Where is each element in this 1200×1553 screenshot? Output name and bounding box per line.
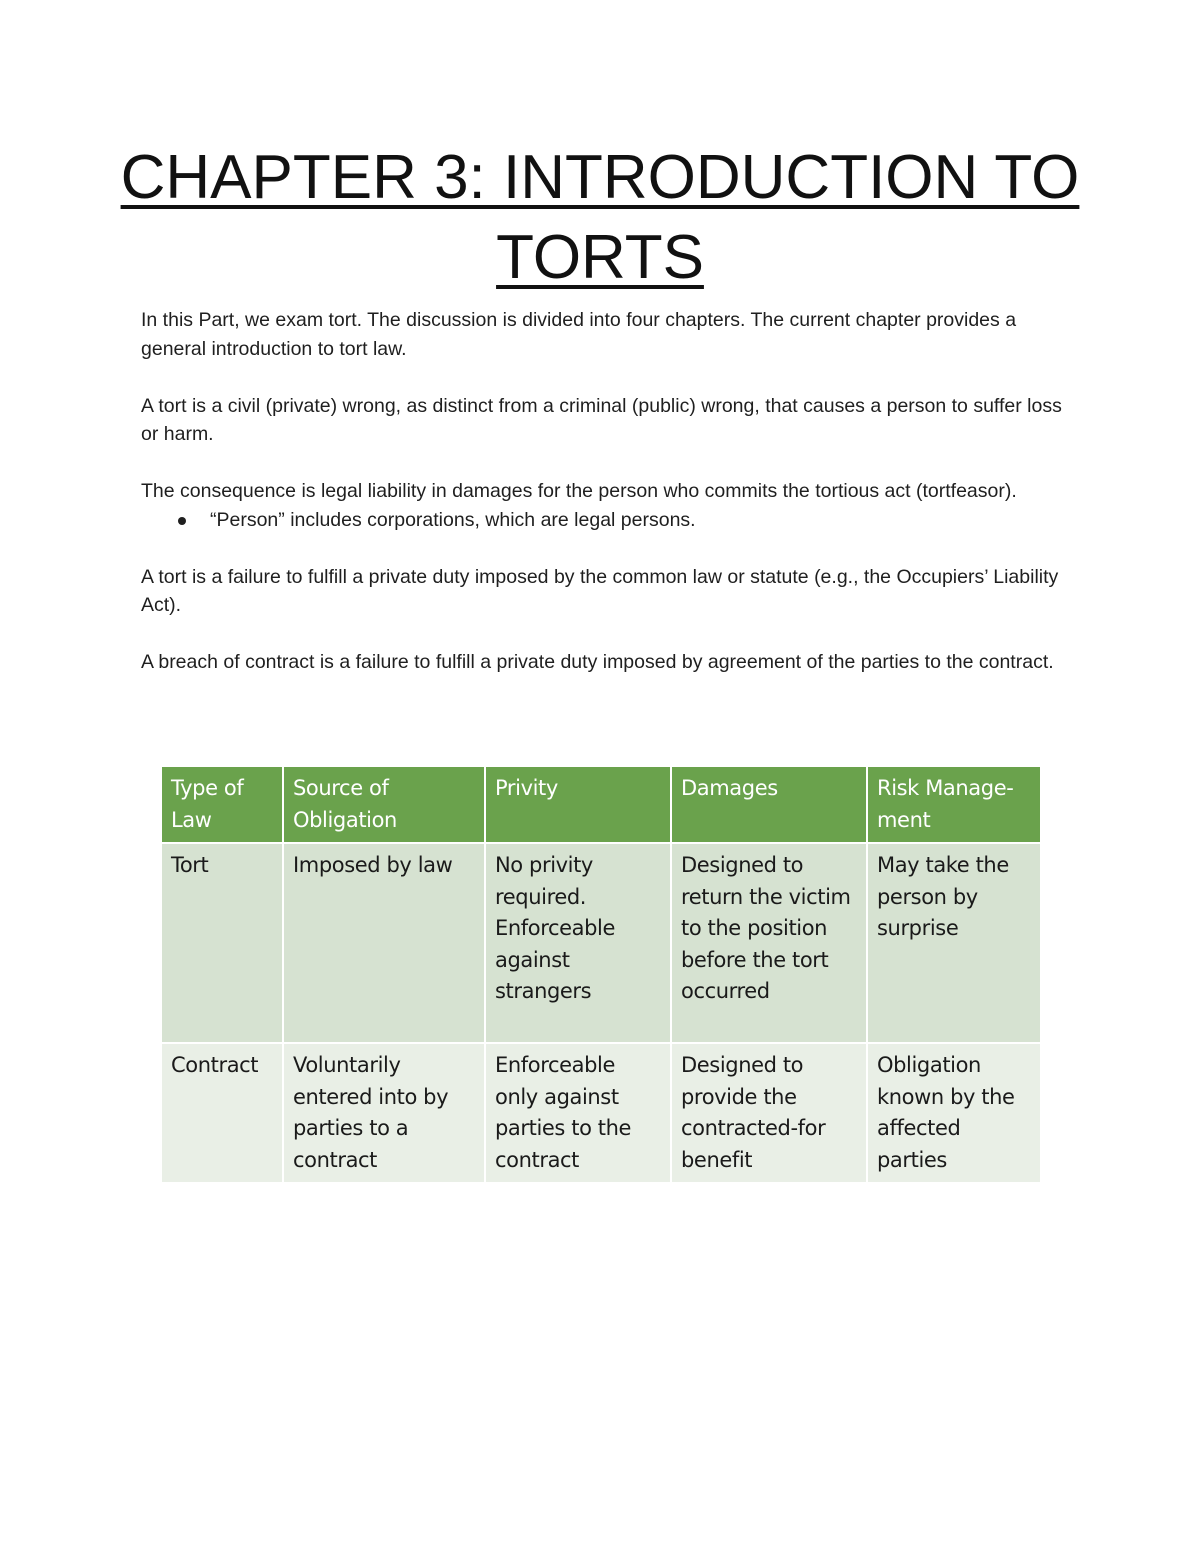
table-header-row: [161, 766, 1041, 843]
table-cell: Designed to provide the contracted-for benefit: [671, 1043, 867, 1183]
paragraph-private-duty: A tort is a failure to fulfill a private duty imposed by the common law or statute (e.g., the Occupiers’ Liability Act).: [141, 565, 1059, 616]
table-cell: Tort: [161, 843, 283, 1043]
paragraph-consequence: The consequence is legal liability in damages for the person who commits the tortious act (tortfeasor).: [141, 480, 1017, 502]
paragraph-tort-definition: A tort is a civil (private) wrong, as distinct from a criminal (public) wrong, that causes a person to suffer loss or harm.: [141, 394, 1062, 445]
body-text: [141, 306, 1071, 705]
paragraph-intro: In this Part, we exam tort. The discussion is divided into four chapters. The current chapter provides a general introduction to tort law.: [141, 309, 1017, 360]
column-header-privity: Privity: [485, 766, 671, 843]
column-header-source-of-obligation: Source of Obligation: [283, 766, 485, 843]
column-header-type-of-law: Type of Law: [161, 766, 283, 843]
page-title: CHAPTER 3: INTRODUCTION TO TORTS: [120, 143, 1080, 292]
column-header-risk-management: Risk Manage-ment: [867, 766, 1041, 843]
table-row: [161, 1043, 1041, 1183]
table-cell: No privity required. Enforceable against strangers: [485, 843, 671, 1043]
table-cell: Imposed by law: [283, 843, 485, 1043]
table-cell: Obligation known by the affected parties: [867, 1043, 1041, 1183]
bullet-text: “Person” includes corporations, which are legal persons.: [210, 508, 696, 531]
table-cell: Contract: [161, 1043, 283, 1183]
bullet-list: [141, 506, 1071, 535]
table-cell: Enforceable only against parties to the contract: [485, 1043, 671, 1183]
table-row: [161, 843, 1041, 1043]
table-cell: Designed to return the victim to the position before the tort occurred: [671, 843, 867, 1043]
table-cell: Voluntarily entered into by parties to a contract: [283, 1043, 485, 1183]
table-cell: May take the person by surprise: [867, 843, 1041, 1043]
bullet-dot-icon: [178, 517, 186, 525]
comparison-table: [160, 765, 1042, 1184]
list-item: [141, 506, 1071, 535]
paragraph-breach-of-contract: A breach of contract is a failure to fulfill a private duty imposed by agreement of the parties to the contract.: [141, 651, 1054, 673]
column-header-damages: Damages: [671, 766, 867, 843]
